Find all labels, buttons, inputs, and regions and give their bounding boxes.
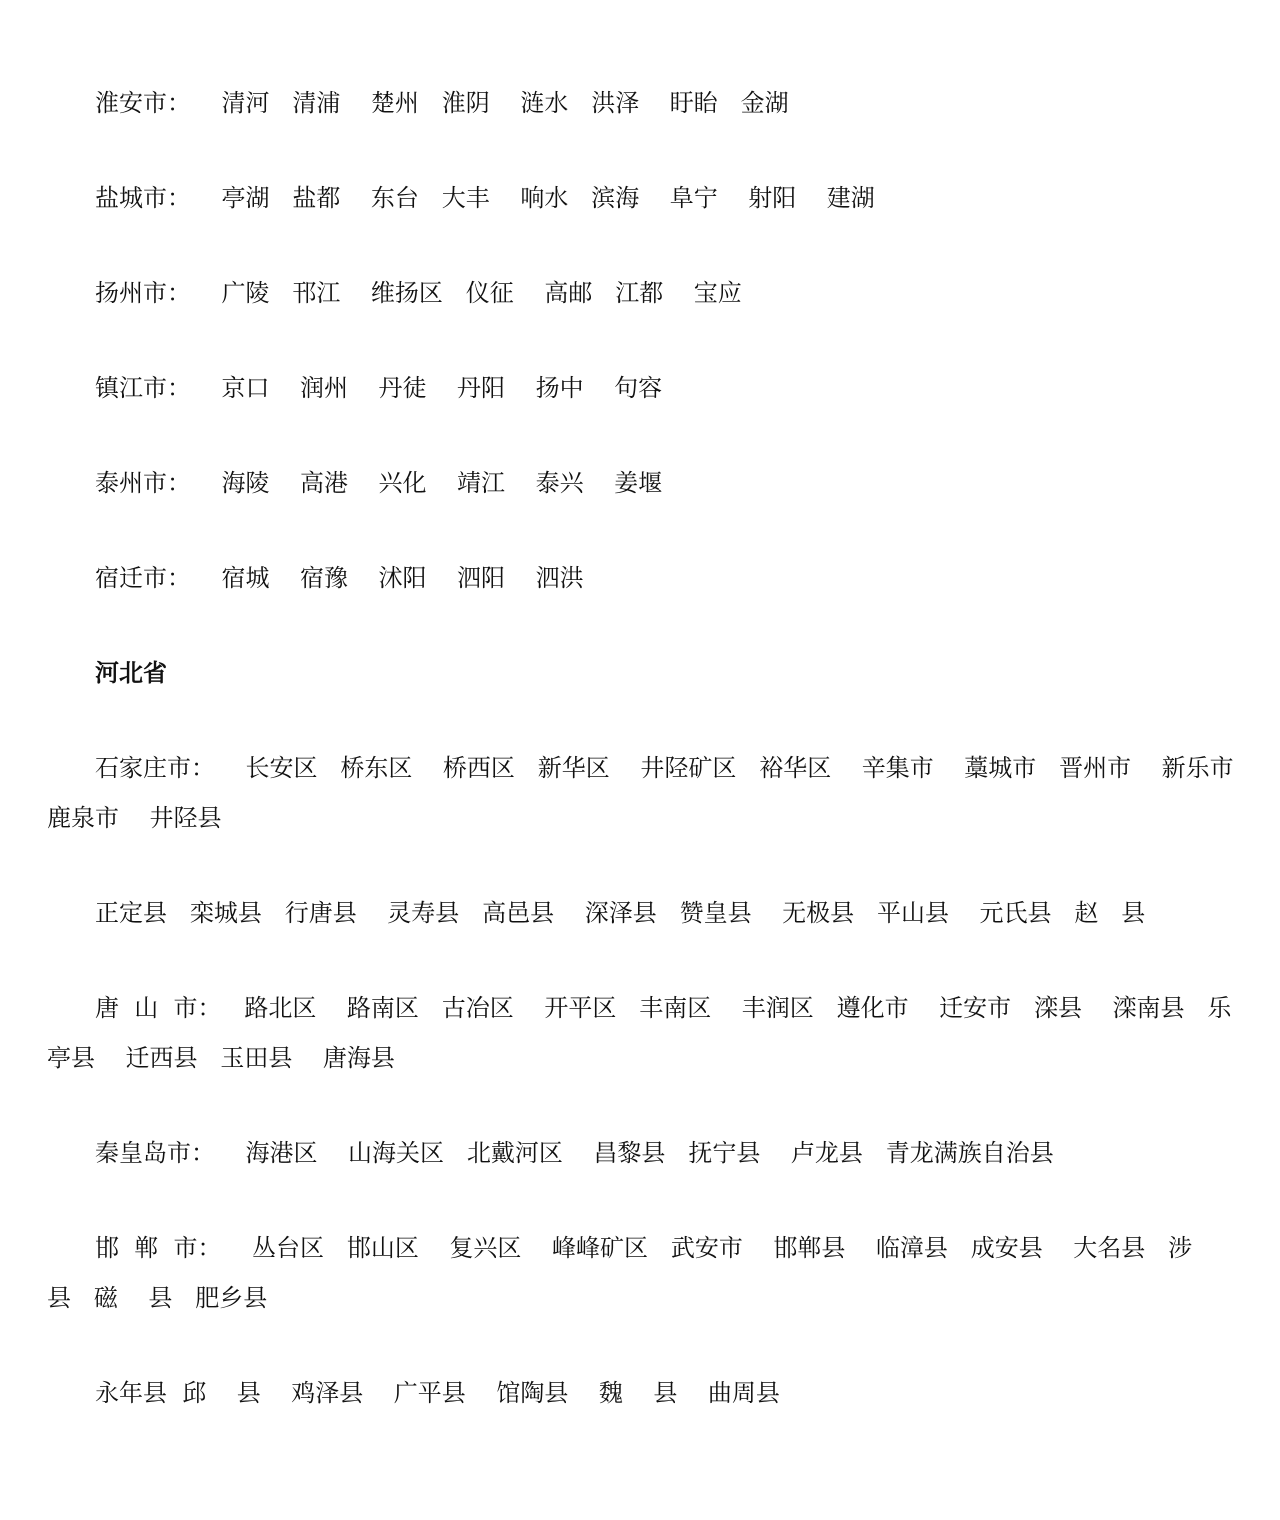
city-line-qinhuangdao: 秦皇岛市： 海港区 山海关区 北戴河区 昌黎县 抚宁县 卢龙县 青龙满族自治县: [95, 1139, 1054, 1167]
province-heading: 河北省: [95, 659, 167, 687]
city-line-yangzhou: 扬州市： 广陵 邗江 维扬区 仪征 高邮 江都 宝应: [95, 279, 742, 307]
city-line-huaian: 淮安市： 清河 清浦 楚州 淮阴 涟水 洪泽 盱眙 金湖: [95, 89, 789, 117]
city-line-suqian: 宿迁市： 宿城 宿豫 沭阳 泗阳 泗洪: [95, 564, 584, 592]
city-line-shijiazhuang: 石家庄市： 长安区 桥东区 桥西区 新华区 井陉矿区 裕华区 辛集市 藁城市 晋州市 新乐市 鹿泉市 井陉县: [47, 754, 1257, 832]
city-line-handan: 邯 郸 市： 丛台区 邯山区 复兴区 峰峰矿区 武安市 邯郸县 临漳县 成安县 大名县 涉 县 磁 县 肥乡县: [47, 1234, 1223, 1312]
document-page: [47, 78, 1257, 1418]
county-line-handan: 永年县 邱 县 鸡泽县 广平县 馆陶县 魏 县 曲周县: [95, 1379, 780, 1407]
city-line-taizhou: 泰州市： 海陵 高港 兴化 靖江 泰兴 姜堰: [95, 469, 663, 497]
city-line-zhenjiang: 镇江市： 京口 润州 丹徒 丹阳 扬中 句容: [95, 374, 663, 402]
city-line-yancheng: 盐城市： 亭湖 盐都 东台 大丰 响水 滨海 阜宁 射阳 建湖: [95, 184, 875, 212]
city-line-tangshan: 唐 山 市： 路北区 路南区 古冶区 开平区 丰南区 丰润区 遵化市 迁安市 滦县 滦南县 乐亭县 迁西县 玉田县 唐海县: [47, 994, 1232, 1072]
county-line-shijiazhuang: 正定县 栾城县 行唐县 灵寿县 高邑县 深泽县 赞皇县 无极县 平山县 元氏县 赵 县: [95, 899, 1146, 927]
